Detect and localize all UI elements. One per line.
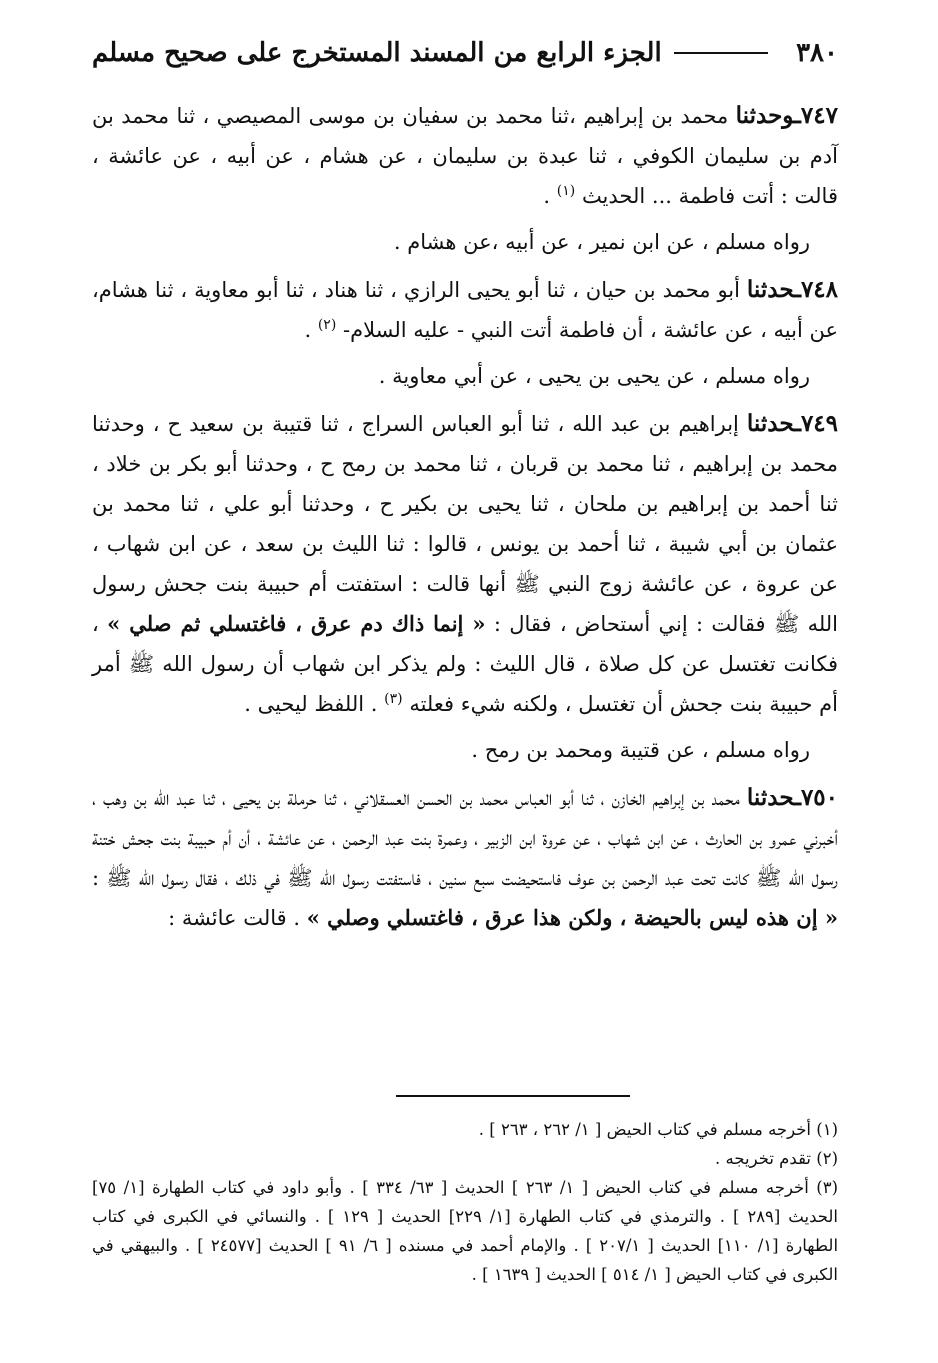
- footnote-ref[interactable]: (١): [556, 183, 576, 199]
- hadith-747: [92, 96, 838, 216]
- hadith-number: ٧٤٨ـ: [794, 276, 838, 303]
- hadith-opening: حدثنا: [746, 410, 795, 437]
- footnotes: [92, 1115, 838, 1289]
- footnote-separator: [396, 1095, 630, 1097]
- hadith-opening: وحدثنا: [735, 102, 795, 129]
- hadith-750: [92, 778, 838, 938]
- hadith-end: . اللفظ ليحيى .: [244, 692, 385, 716]
- hadith-end: .: [304, 318, 318, 342]
- hadith-number: ٧٤٩ـ: [794, 410, 838, 437]
- footnote-3: (٣) أخرجه مسلم في كتاب الحيض [ ١/ ٢٦٣ ] الحديث [ ٦٣/ ٣٣٤ ] . وأبو داود في كتاب الطهارة [١/ ٧٥] الحديث [٢٨٩ ] . والترمذي في كتاب الطهارة [١/ ٢٢٩] الحديث [ ١٢٩ ] . والنسائي في الكبرى في كتاب الطهارة [١/ ١١٠] الحديث [ ٢٠٧/١ ] . والإمام أحمد في مسنده [ ٦/ ٩١ ] الحديث [٢٤٥٧٧ ] . والبيهقي في الكبرى في كتاب الحيض [ ١/ ٥١٤ ] الحديث [ ١٦٣٩ ] .: [92, 1178, 839, 1284]
- hadith-number: ٧٤٧ـ: [794, 102, 838, 129]
- hadith-continuation: ، فكانت تغتسل عن كل صلاة ، قال الليث : ولم يذكر ابن شهاب أن رسول الله ﷺ أمر أم حبيبة بنت جحش أن تغتسل ، ولكنه شيء فعلته: [92, 612, 838, 716]
- footnote-1: (١) أخرجه مسلم في كتاب الحيض [ ١/ ٢٦٢ ، ٢٦٣ ] .: [478, 1120, 838, 1139]
- hadith-end: .: [543, 184, 557, 208]
- hadith-opening: حدثنا: [746, 276, 795, 303]
- hadith-text: أبو محمد بن حيان ، ثنا أبو يحيى الرازي ، ثنا هناد ، ثنا أبو معاوية ، ثنا هشام، عن أبيه ، عن عائشة ، أن فاطمة أتت النبي - عليه السلام-: [92, 278, 838, 342]
- hadith-number: ٧٥٠ـ: [794, 784, 838, 811]
- footnote-2: (٢) تقدم تخريجه .: [715, 1149, 838, 1168]
- hadith-text: محمد بن إبراهيم ،ثنا محمد بن سفيان بن موسى المصيصي ، ثنا محمد بن آدم بن سليمان الكوفي ، ثنا عبدة بن سليمان ، عن هشام ، عن أبيه ، عن عائشة ، قالت : أتت فاطمة ... الحديث: [92, 104, 838, 208]
- riwaya-749: رواه مسلم ، عن قتيبة ومحمد بن رمح .: [471, 738, 810, 762]
- prophetic-quote: « إنما ذاك دم عرق ، فاغتسلي ثم صلي »: [107, 611, 486, 636]
- header-rule: [674, 52, 768, 54]
- prophetic-quote: « إن هذه ليس بالحيضة ، ولكن هذا عرق ، فاغتسلي وصلي »: [306, 905, 838, 930]
- running-title: الجزء الرابع من المسند المستخرج على صحيح مسلم: [92, 38, 662, 68]
- page-header: [92, 28, 838, 78]
- hadith-749: [92, 404, 838, 724]
- hadith-text: إبراهيم بن عبد الله ، ثنا أبو العباس السراج ، ثنا قتيبة بن سعيد ح ، وحدثنا محمد بن إبراهيم ، ثنا محمد بن قربان ، ثنا محمد بن رمح ح ، وحدثنا أبو بكر بن خلاد ، ثنا أحمد بن إبراهيم بن ملحان ، ثنا يحيى بن بكير ح ، وحدثنا أبو علي ، ثنا محمد بن عثمان بن أبي شيبة ، ثنا أحمد بن يونس ، قالوا : ثنا الليث بن سعد ، عن ابن شهاب ، عن عروة ، عن عائشة زوج النبي ﷺ أنها قالت : استفتت أم حبيبة بنت جحش رسول الله ﷺ فقالت : إني أستحاض ، فقال :: [92, 412, 839, 636]
- page-number: ٣٨٠: [796, 38, 838, 68]
- hadith-continuation: . قالت عائشة :: [168, 906, 307, 930]
- hadith-opening: حدثنا: [746, 784, 795, 811]
- footnote-ref[interactable]: (٢): [317, 317, 337, 333]
- hadith-text: محمد بن إبراهيم الخازن ، ثنا أبو العباس محمد بن الحسن العسقلاني ، ثنا حرملة بن يحيى ، ثنا عبد الله بن وهب ، أخبرني عمرو بن الحارث ، عن ابن شهاب ، عن عروة ابن الزبير ، وعمرة بنت عبد الرحمن ، عن عائشة ، أن أم حبيبة بنت جحش ختنة رسول الله ﷺ كانت تحت عبد الرحمن بن عوف فاستحيضت سبع سنين ، فاستفتت رسول الله ﷺ في ذلك ، فقال رسول الله ﷺ :: [92, 786, 838, 890]
- page-body: [92, 96, 838, 938]
- hadith-748: [92, 270, 838, 350]
- riwaya-747: رواه مسلم ، عن ابن نمير ، عن أبيه ،عن هشام .: [393, 230, 810, 254]
- footnote-ref[interactable]: (٣): [384, 691, 403, 707]
- riwaya-748: رواه مسلم ، عن يحيى بن يحيى ، عن أبي معاوية .: [378, 364, 810, 388]
